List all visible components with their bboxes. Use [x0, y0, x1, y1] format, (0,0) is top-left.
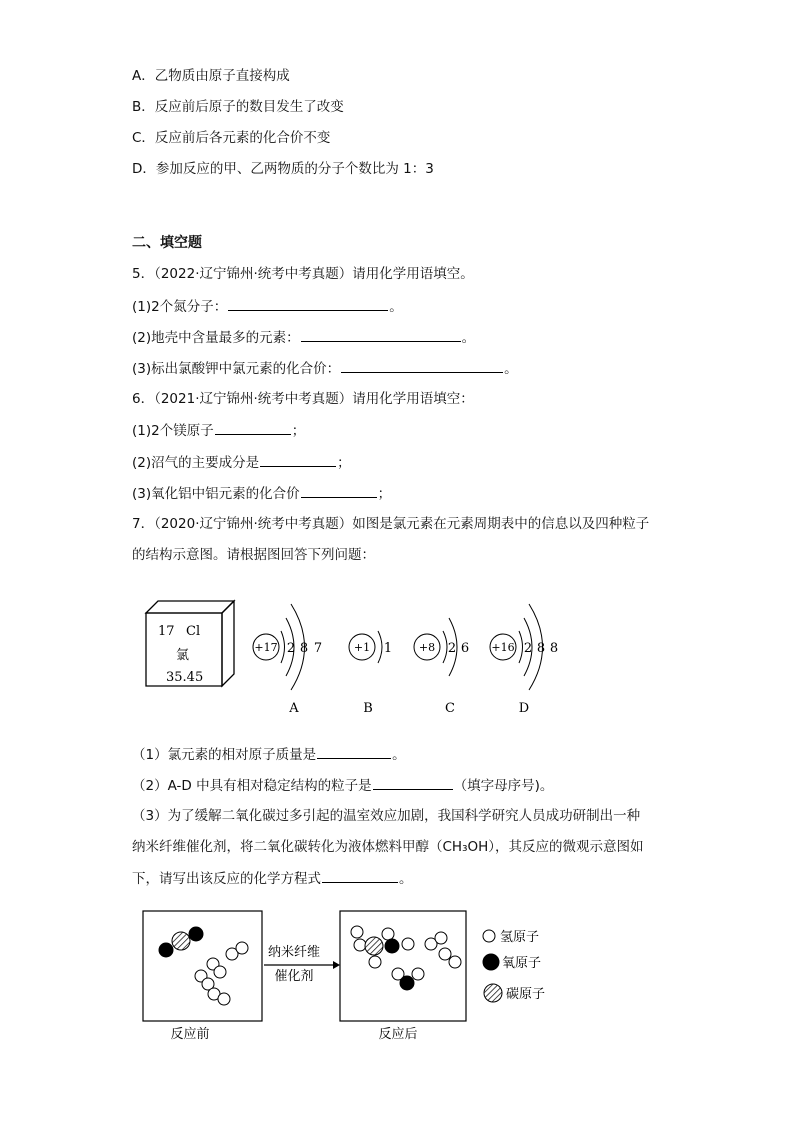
q5-part3-end: 。: [504, 361, 518, 377]
q7-sub2-text: （2）A-D 中具有相对稳定结构的粒子是: [132, 778, 372, 794]
after-label: 反应后: [378, 1027, 418, 1042]
carbon-legend-icon: [484, 984, 502, 1002]
shell-electrons: 6: [460, 641, 470, 656]
oxygen-atom: [400, 976, 414, 990]
q6-part1-text: (1)2个镁原子: [132, 423, 214, 439]
q5-part2-text: (2)地壳中含量最多的元素：: [132, 330, 300, 346]
shell-electrons: 2: [447, 641, 457, 656]
oxygen-atom: [385, 939, 399, 953]
q5-part1-end: 。: [389, 299, 403, 315]
hydrogen-atom: [439, 948, 451, 960]
catalyst-line2: 催化剂: [274, 969, 314, 984]
particle-label-c: C: [445, 701, 455, 716]
nucleus-b-charge: +1: [353, 641, 371, 654]
q6-part2-text: (2)沼气的主要成分是: [132, 455, 260, 471]
shell-electrons: 8: [549, 641, 559, 656]
option-b: B．反应前后原子的数目发生了改变: [132, 99, 344, 115]
q7-sub1-end: 。: [392, 747, 406, 763]
q6-stem: 6．（2021·辽宁锦州·统考中考真题）请用化学用语填空：: [132, 391, 474, 407]
q7-sub2-end: （填字母序号)。: [453, 778, 554, 794]
nucleus-d-charge: +16: [491, 641, 515, 654]
q7-sub3-line3-end: 。: [399, 871, 413, 887]
hydrogen-atom: [435, 932, 447, 944]
before-box: [143, 911, 262, 1021]
hydrogen-atom: [236, 942, 248, 954]
element-mass: 35.45: [166, 670, 204, 685]
shell-electrons: 2: [286, 641, 296, 656]
option-a: A．乙物质由原子直接构成: [132, 68, 290, 84]
oxygen-atom: [159, 943, 173, 957]
before-label: 反应前: [170, 1027, 210, 1042]
q5-part1-text: (1)2个氮分子：: [132, 299, 228, 315]
q6-part3-end: ；: [377, 486, 392, 502]
hydrogen-atom: [214, 966, 226, 978]
q7-sub3-line2: 纳米纤维催化剂，将二氧化碳转化为液体燃料甲醇（CH₃OH），其反应的微观示意图如: [132, 839, 644, 855]
hydrogen-atom: [354, 939, 366, 951]
hydrogen-atom: [412, 968, 424, 980]
hydrogen-atom: [369, 956, 381, 968]
q7-stem-line2: 的结构示意图。请根据图回答下列问题：: [132, 547, 375, 563]
q5-part3-text: (3)标出氯酸钾中氯元素的化合价：: [132, 361, 341, 377]
before-molecules: [159, 927, 248, 1005]
oxygen-legend-icon: [483, 954, 499, 970]
hydrogen-atom: [449, 956, 461, 968]
element-symbol: Cl: [186, 624, 201, 639]
option-d: D．参加反应的甲、乙两物质的分子个数比为 1：3: [132, 161, 434, 177]
element-name: 氯: [176, 648, 190, 663]
q6-part2-end: ；: [337, 455, 351, 471]
after-molecules: [351, 926, 461, 990]
hydrogen-atom: [382, 928, 394, 940]
particle-label-b: B: [363, 701, 373, 716]
q6-part1-end: ；: [291, 423, 306, 439]
legend-oxygen: 氧原子: [502, 956, 542, 971]
q5-part2-end: 。: [461, 330, 476, 346]
shell-electrons: 1: [383, 641, 393, 656]
element-atomic-number: 17: [158, 624, 175, 639]
section-title: 二、填空题: [132, 235, 202, 251]
carbon-atom: [172, 932, 190, 950]
particle-label-a: A: [289, 701, 299, 716]
carbon-atom: [365, 937, 383, 955]
q7-sub3-line1: （3）为了缓解二氧化碳过多引起的温室效应加剧，我国科学研究人员成功研制出一种: [132, 808, 641, 824]
q7-sub3-line3-text: 下，请写出该反应的化学方程式: [132, 871, 321, 887]
hydrogen-atom: [351, 926, 363, 938]
nucleus-a-charge: +17: [254, 641, 278, 654]
shell-electrons: 8: [536, 641, 546, 656]
nucleus-c-charge: +8: [418, 641, 436, 654]
hydrogen-legend-icon: [483, 930, 495, 942]
oxygen-atom: [189, 927, 203, 941]
arrow-head: [333, 961, 340, 969]
shell-electrons: 7: [313, 641, 323, 656]
legend-carbon: 碳原子: [506, 987, 546, 1002]
hydrogen-atom: [402, 938, 414, 950]
shell-electrons: 8: [299, 641, 309, 656]
legend-hydrogen: 氢原子: [500, 930, 540, 945]
q7-stem-line1: 7．（2020·辽宁锦州·统考中考真题）如图是氯元素在元素周期表中的信息以及四种粒子: [132, 516, 650, 532]
hydrogen-atom: [218, 993, 230, 1005]
q6-part3-text: (3)氧化铝中铝元素的化合价: [132, 486, 300, 502]
shell-electrons: 2: [523, 641, 533, 656]
q7-sub1-text: （1）氯元素的相对原子质量是: [132, 747, 317, 763]
q5-stem: 5．（2022·辽宁锦州·统考中考真题）请用化学用语填空。: [132, 266, 474, 282]
catalyst-line1: 纳米纤维: [267, 945, 321, 960]
particle-label-d: D: [518, 701, 530, 716]
option-c: C．反应前后各元素的化合价不变: [132, 130, 331, 146]
